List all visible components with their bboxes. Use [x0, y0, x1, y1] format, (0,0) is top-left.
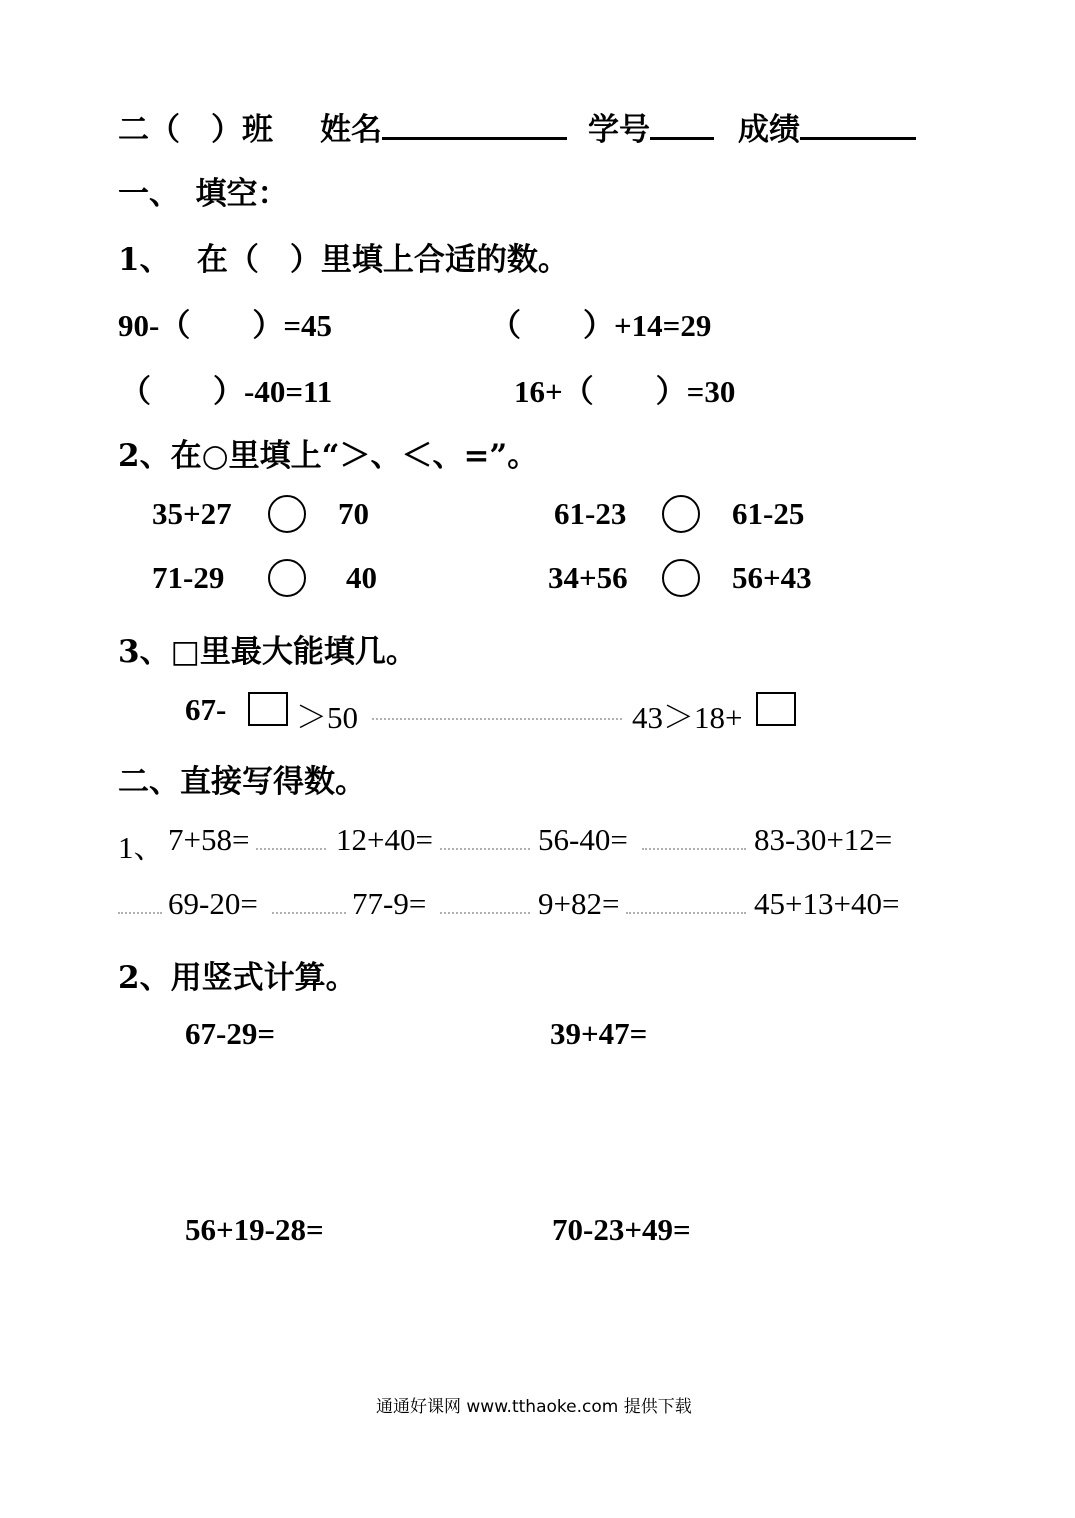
q3-a-right: ＞50: [296, 700, 358, 735]
q1-item-3: （ ）-40=11: [120, 374, 333, 409]
answer-box-icon[interactable]: [756, 692, 796, 726]
compare-circle-icon[interactable]: [662, 559, 700, 597]
class-label: 二（ ）班: [118, 112, 273, 148]
compare-right-4: 56+43: [732, 560, 812, 595]
compare-left-1: 35+27: [152, 496, 232, 531]
q1-title: 1、 在（ ）里填上合适的数。: [118, 242, 569, 278]
q2-title: 2、在○里填上“＞、＜、=”。: [118, 438, 539, 474]
compare-circle-icon[interactable]: [268, 559, 306, 597]
number-label: 学号: [588, 112, 650, 148]
compare-circle-icon[interactable]: [662, 495, 700, 533]
calc-1-4: 83-30+12=: [754, 822, 893, 857]
compare-right-3: 40: [346, 560, 377, 595]
dotted-leader: [642, 848, 746, 850]
q1-item-2: （ ）+14=29: [490, 308, 712, 343]
vertical-calc-2: 39+47=: [550, 1016, 648, 1051]
name-field[interactable]: [320, 104, 567, 149]
calc-1-2: 12+40=: [336, 822, 433, 857]
compare-right-2: 61-25: [732, 496, 805, 531]
dotted-leader: [256, 848, 326, 850]
compare-left-2: 61-23: [554, 496, 627, 531]
q3-a-left: 67-: [185, 692, 227, 727]
dotted-leader: [440, 912, 530, 914]
calc-2-1: 69-20=: [168, 886, 258, 921]
vertical-calc-4: 70-23+49=: [552, 1212, 691, 1247]
calc-q1-label: 1、: [118, 830, 165, 865]
calc-2-2: 77-9=: [352, 886, 427, 921]
dotted-leader: [372, 718, 622, 720]
compare-left-3: 71-29: [152, 560, 225, 595]
calc-1-1: 7+58=: [168, 822, 250, 857]
calc-1-3: 56-40=: [538, 822, 628, 857]
vertical-calc-title: 2、用竖式计算。: [118, 960, 357, 996]
compare-right-1: 70: [338, 496, 369, 531]
name-blank[interactable]: [382, 109, 567, 140]
header-class: [118, 104, 273, 149]
answer-box-icon[interactable]: [248, 692, 288, 726]
dotted-leader: [272, 912, 346, 914]
dotted-leader: [118, 912, 162, 914]
q3-title: 3、□里最大能填几。: [118, 634, 417, 670]
section2-title: 二、直接写得数。: [118, 764, 366, 800]
calc-2-4: 45+13+40=: [754, 886, 900, 921]
compare-left-4: 34+56: [548, 560, 628, 595]
dotted-leader: [626, 912, 746, 914]
number-field[interactable]: [588, 104, 714, 149]
q3-b-left: 43＞18+: [632, 700, 743, 735]
number-blank[interactable]: [650, 109, 714, 140]
vertical-calc-3: 56+19-28=: [185, 1212, 324, 1247]
compare-circle-icon[interactable]: [268, 495, 306, 533]
score-blank[interactable]: [800, 109, 916, 140]
q1-item-4: 16+（ ）=30: [514, 374, 736, 409]
score-field[interactable]: [738, 104, 916, 149]
calc-2-3: 9+82=: [538, 886, 620, 921]
section1-title: 一、 填空：: [118, 176, 289, 212]
vertical-calc-1: 67-29=: [185, 1016, 275, 1051]
score-label: 成绩: [738, 112, 800, 148]
name-label: 姓名: [320, 112, 382, 148]
q1-item-1: 90-（ ）=45: [118, 308, 332, 343]
dotted-leader: [440, 848, 530, 850]
page-footer: 通通好课网 www.tthaoke.com 提供下载: [376, 1397, 692, 1417]
